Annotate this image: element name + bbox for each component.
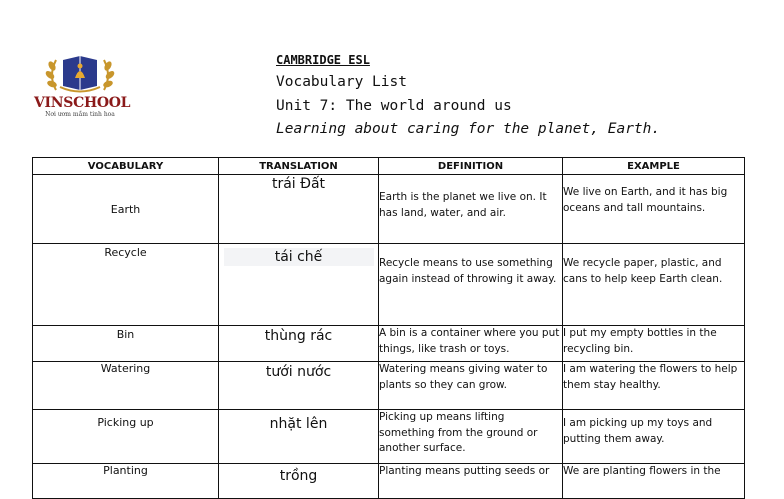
table-row bbox=[33, 362, 745, 410]
column-header-definition: DEFINITION bbox=[379, 158, 563, 175]
vocab-word: Watering bbox=[33, 362, 219, 410]
list-title: Vocabulary List bbox=[276, 74, 407, 90]
vocab-example: I am watering the flowers to help them stay healthy. bbox=[563, 362, 745, 410]
vocab-definition: Planting means putting seeds or bbox=[379, 464, 563, 499]
vocab-definition: Recycle means to use something again instead of throwing it away. bbox=[379, 244, 563, 326]
vocab-word: Recycle bbox=[33, 244, 219, 326]
vocab-translation: tưới nước bbox=[219, 362, 379, 410]
vocab-example: We recycle paper, plastic, and cans to help keep Earth clean. bbox=[563, 244, 745, 326]
logo-wordmark: VINSCHOOL bbox=[34, 95, 131, 111]
vocab-example: I am picking up my toys and putting them away. bbox=[563, 410, 745, 464]
vocab-definition: Watering means giving water to plants so they can grow. bbox=[379, 362, 563, 410]
vocab-example: I put my empty bottles in the recycling bin. bbox=[563, 326, 745, 362]
vocab-word: Picking up bbox=[33, 410, 219, 464]
table-row bbox=[33, 410, 745, 464]
table-row bbox=[33, 326, 745, 362]
vocab-translation: trái Đất bbox=[219, 175, 379, 244]
column-header-vocabulary: VOCABULARY bbox=[33, 158, 219, 175]
table-row bbox=[33, 244, 745, 326]
unit-title: Unit 7: The world around us bbox=[276, 98, 512, 114]
table-row bbox=[33, 464, 745, 499]
table-row bbox=[33, 175, 745, 244]
vocab-example: We live on Earth, and it has big oceans and tall mountains. bbox=[563, 175, 745, 244]
course-title: CAMBRIDGE ESL bbox=[276, 53, 370, 67]
logo-tagline: Nơi ươm mầm tinh hoa bbox=[45, 111, 115, 118]
vocab-word: Planting bbox=[33, 464, 219, 499]
column-header-example: EXAMPLE bbox=[563, 158, 745, 175]
unit-subtitle: Learning about caring for the planet, Earth. bbox=[276, 121, 661, 137]
vocab-example: We are planting flowers in the bbox=[563, 464, 745, 499]
vocab-word: Earth bbox=[33, 175, 219, 244]
table-header-row bbox=[33, 158, 745, 175]
column-header-translation: TRANSLATION bbox=[219, 158, 379, 175]
vocab-word: Bin bbox=[33, 326, 219, 362]
vocabulary-table bbox=[32, 157, 745, 499]
vocab-definition: Earth is the planet we live on. It has land, water, and air. bbox=[379, 175, 563, 244]
vocab-translation-cell bbox=[219, 244, 379, 326]
vocab-translation: nhặt lên bbox=[219, 410, 379, 464]
vocab-translation: tái chế bbox=[224, 248, 374, 266]
vocab-definition: A bin is a container where you put things, like trash or toys. bbox=[379, 326, 563, 362]
vocab-definition: Picking up means lifting something from the ground or another surface. bbox=[379, 410, 563, 464]
vocab-translation: trồng bbox=[219, 464, 379, 499]
vocab-translation: thùng rác bbox=[219, 326, 379, 362]
